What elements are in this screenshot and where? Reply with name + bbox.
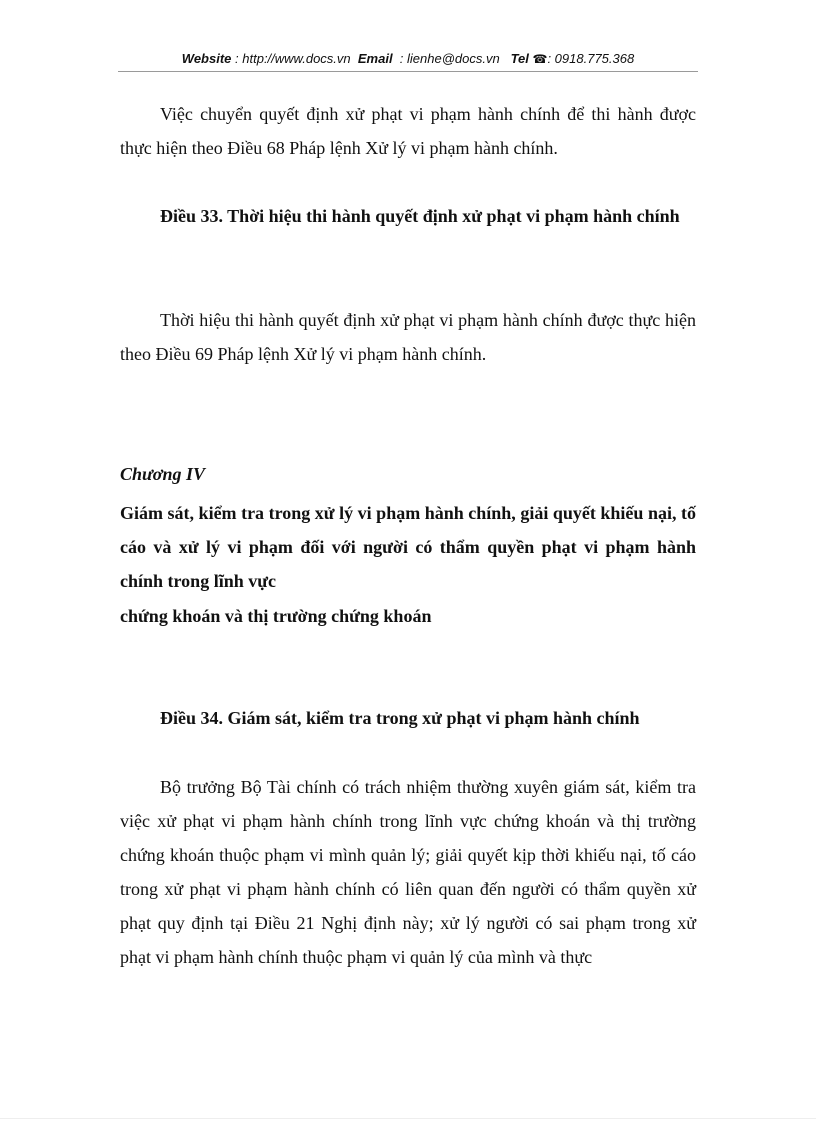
chapter-label: Chương IV bbox=[120, 464, 205, 484]
page-header bbox=[118, 51, 698, 66]
article-33-title: Điều 33. Thời hiệu thi hành quyết định xử phạt vi phạm hành chính bbox=[160, 206, 680, 226]
website-label: Website bbox=[181, 51, 232, 66]
tel-value: : 0918.775.368 bbox=[547, 51, 635, 66]
email-value[interactable]: : lienhe@docs.vn bbox=[399, 51, 500, 66]
paragraph-transfer-decision: Việc chuyển quyết định xử phạt vi phạm hành chính để thi hành được thực hiện theo Điều 68 Pháp lệnh Xử lý vi phạm hành chính. bbox=[120, 104, 696, 158]
header-divider bbox=[118, 71, 698, 72]
paragraph-statute-of-limitations: Thời hiệu thi hành quyết định xử phạt vi phạm hành chính được thực hiện theo Điều 69 Pháp lệnh Xử lý vi phạm hành chính. bbox=[120, 310, 696, 364]
email-label: Email bbox=[357, 51, 393, 66]
chapter-title: Giám sát, kiểm tra trong xử lý vi phạm hành chính, giải quyết khiếu nại, tố cáo và xử lý vi phạm đối với người có thẩm quyền phạt vi phạm hành chính trong lĩnh vực bbox=[120, 503, 696, 591]
website-url[interactable]: : http://www.docs.vn bbox=[235, 51, 351, 66]
paragraph-supervision: Bộ trưởng Bộ Tài chính có trách nhiệm thường xuyên giám sát, kiểm tra việc xử phạt vi phạm hành chính trong lĩnh vực chứng khoán và thị trường chứng khoán thuộc phạm vi mình quản lý; giải quyết kịp thời khiếu nại, tố cáo trong xử phạt vi phạm hành chính có liên quan đến người có thẩm quyền xử phạt quy định tại Điều 21 Nghị định này; xử lý người có sai phạm trong xử phạt vi phạm hành chính thuộc phạm vi quản lý của mình và thực bbox=[120, 777, 696, 967]
tel-label: Tel bbox=[510, 51, 529, 66]
phone-icon: ☎ bbox=[532, 52, 548, 66]
chapter-title-continued: chứng khoán và thị trường chứng khoán bbox=[120, 606, 432, 626]
article-34-title: Điều 34. Giám sát, kiểm tra trong xử phạt vi phạm hành chính bbox=[160, 708, 640, 728]
page-bottom-edge bbox=[0, 1118, 816, 1119]
